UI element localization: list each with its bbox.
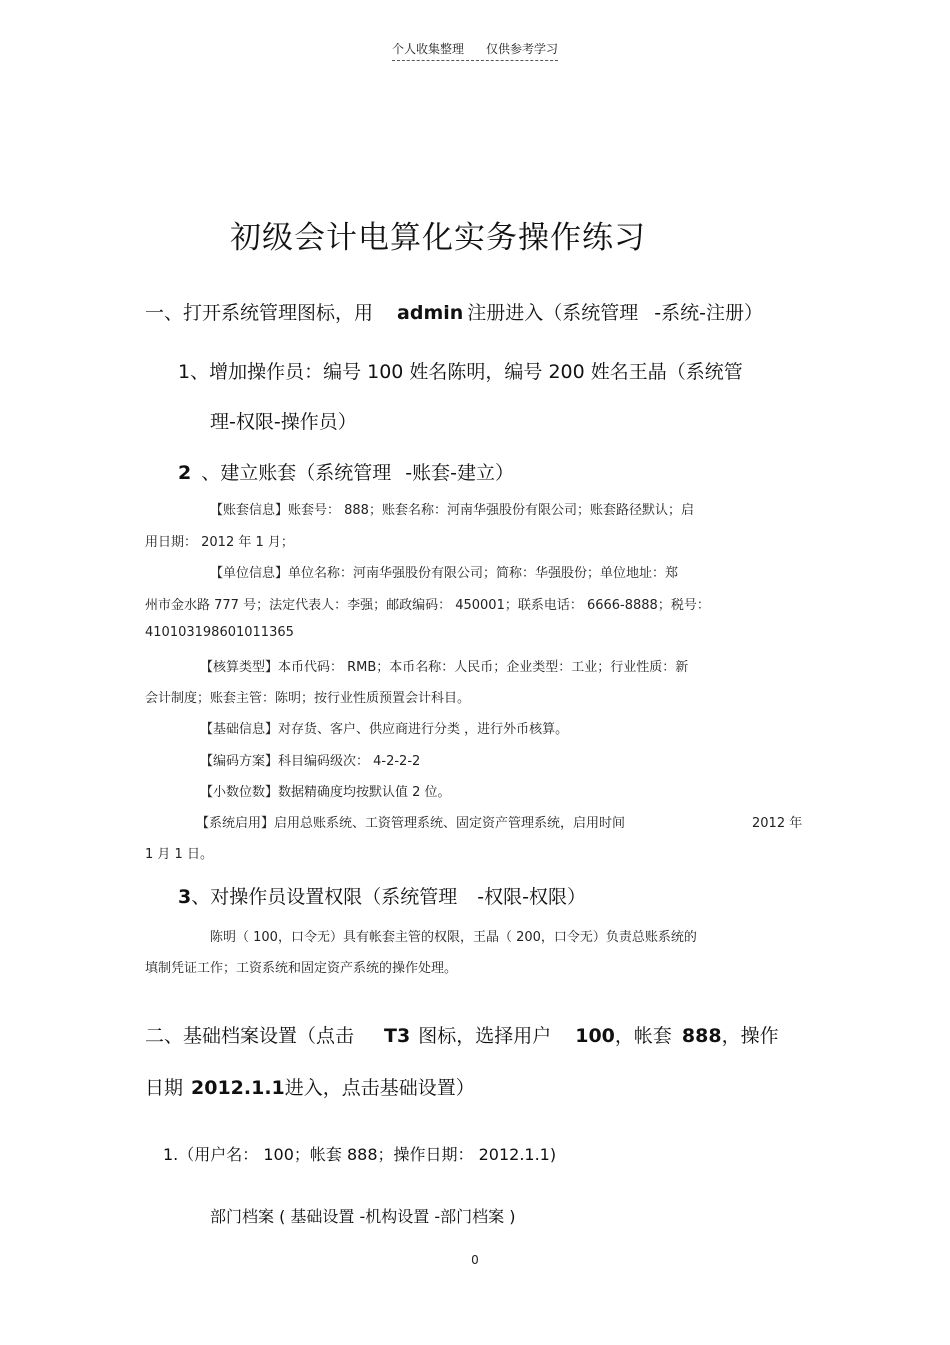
qiyong-line2: 1 月 1 日。 xyxy=(145,847,213,862)
item3-tail: -权限-权限） xyxy=(477,886,586,908)
item2-tail: -账套-建立） xyxy=(405,462,514,484)
quanxian-line2: 填制凭证工作；工资系统和固定资产系统的操作处理。 xyxy=(145,961,458,976)
section2-item1: 1.（用户名： 100；帐套 888；操作日期： 2012.1.1) xyxy=(163,1145,557,1164)
item3-heading xyxy=(178,882,586,909)
section2-part-e: ，帐套 xyxy=(614,1025,672,1047)
danwei-info-line3: 410103198601011365 xyxy=(145,625,294,640)
page-number: 0 xyxy=(471,1253,479,1267)
quanxian-line1: 陈明（ 100，口令无）具有帐套主管的权限，王晶（ 200，口令无）负责总账系统的 xyxy=(210,930,697,945)
xiaoshu-info: 【小数位数】数据精确度均按默认值 2 位。 xyxy=(200,785,451,800)
qiyong-line1: 【系统启用】启用总账系统、工资管理系统、固定资产管理系统，启用时间 xyxy=(196,816,626,831)
section2-part-t3: T3 xyxy=(384,1025,411,1047)
section2-part-a: 二、基础档案设置（点击 xyxy=(145,1025,355,1047)
section1-heading-part4: -系统-注册） xyxy=(654,302,764,324)
item1-line1: 1、增加操作员：编号 100 姓名陈明，编号 200 姓名王晶（系统管 xyxy=(178,361,743,383)
zhangtao-info-line1: 【账套信息】账套号： 888；账套名称：河南华强股份有限公司；账套路径默认；启 xyxy=(210,503,694,518)
section1-heading xyxy=(145,298,763,325)
header-right-text: 仅供参考学习 xyxy=(486,42,559,56)
item1-line2: 理-权限-操作员） xyxy=(210,411,357,433)
danwei-info-line1: 【单位信息】单位名称：河南华强股份有限公司；简称：华强股份；单位地址：郑 xyxy=(210,566,679,581)
item2-text: 、建立账套（系统管理 xyxy=(201,462,392,484)
section2-part-c: 图标，选择用户 xyxy=(418,1025,552,1047)
jichu-info: 【基础信息】对存货、客户、供应商进行分类 ，进行外币核算。 xyxy=(200,722,569,737)
section1-heading-part1: 一、打开系统管理图标，用 xyxy=(145,302,374,324)
bumen-dangan: 部门档案 ( 基础设置 -机构设置 -部门档案 ) xyxy=(210,1207,516,1226)
bianma-info: 【编码方案】科目编码级次： 4-2-2-2 xyxy=(200,754,421,769)
section1-heading-admin: admin xyxy=(397,302,464,324)
section2-date-tail: 进入，点击基础设置） xyxy=(284,1077,475,1099)
item3-text: 、对操作员设置权限（系统管理 xyxy=(191,886,458,908)
section2-heading-line2 xyxy=(145,1073,475,1100)
section2-part-account: 888 xyxy=(681,1025,722,1047)
document-title: 初级会计电算化实务操作练习 xyxy=(230,220,646,256)
header-left-text: 个人收集整理 xyxy=(391,42,464,56)
item3-number: 3 xyxy=(178,886,192,908)
section2-heading-line1 xyxy=(145,1021,779,1048)
item2-heading xyxy=(178,458,514,485)
section1-heading-part3: 注册进入（系统管理 xyxy=(467,302,639,324)
item2-number: 2 xyxy=(178,462,192,484)
section2-date-label: 日期 xyxy=(145,1077,184,1099)
zhangtao-info-line2: 用日期： 2012 年 1 月； xyxy=(145,535,294,550)
hesuan-line1: 【核算类型】本币代码： RMB；本币名称：人民币；企业类型：工业；行业性质：新 xyxy=(200,660,689,675)
hesuan-line2: 会计制度；账套主管：陈明；按行业性质预置会计科目。 xyxy=(145,691,471,706)
section2-date-value: 2012.1.1 xyxy=(191,1077,285,1099)
page-header xyxy=(0,40,950,61)
qiyong-line1-year: 2012 年 xyxy=(752,816,803,831)
danwei-info-line2: 州市金水路 777 号；法定代表人：李强；邮政编码： 450001；联系电话： 6666-8888；税号： xyxy=(145,598,710,613)
section2-part-user: 100 xyxy=(575,1025,615,1047)
section2-part-g: ，操作 xyxy=(721,1025,779,1047)
